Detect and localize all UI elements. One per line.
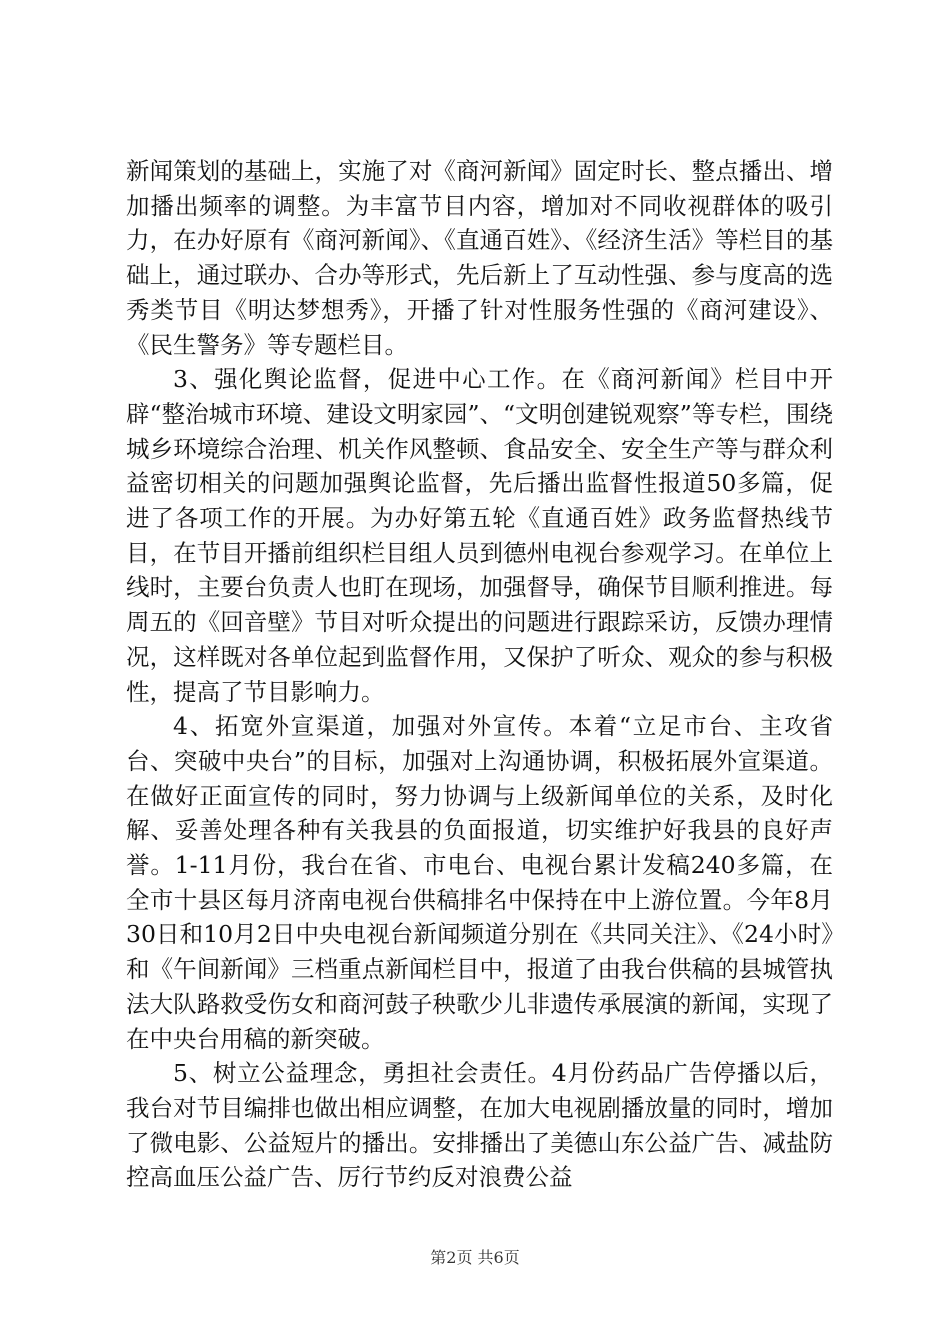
paragraph-2: 3、强化舆论监督，促进中心工作。在《商河新闻》栏目中开辟“整治城市环境、建设文明家园”、“文明创建锐观察”等专栏，围绕城乡环境综合治理、机关作风整顿、食品安全、安全生产等与群众利益密切相关的问题加强舆论监督，先后播出监督性报道50多篇，促进了各项工作的开展。为办好第五轮《直通百姓》政务监督热线节目，在节目开播前组织栏目组人员到德州电视台参观学习。在单位上线时，主要台负责人也盯在现场，加强督导，确保节目顺利推进。每周五的《回音壁》节目对听众提出的问题进行跟踪采访，反馈办理情况，这样既对各单位起到监督作用，又保护了听众、观众的参与积极性，提高了节目影响力。 [126,365,833,706]
paragraph-1: 新闻策划的基础上，实施了对《商河新闻》固定时长、整点播出、增加播出频率的调整。为丰富节目内容，增加对不同收视群体的吸引力，在办好原有《商河新闻》、《直通百姓》、《经济生活》等栏目的基础上，通过联办、合办等形式，先后新上了互动性强、参与度高的选秀类节目《明达梦想秀》，开播了针对性服务性强的《商河建设》、《民生警务》等专题栏目。 [126,157,833,359]
paragraph-4: 5、树立公益理念，勇担社会责任。4月份药品广告停播以后，我台对节目编排也做出相应调整，在加大电视剧播放量的同时，增加了微电影、公益短片的播出。安排播出了美德山东公益广告、减盐防控高血压公益广告、厉行节约反对浪费公益 [126,1059,833,1192]
page-number-footer: 第2页 共6页 [430,1248,520,1267]
document-body [126,154,833,1195]
paragraph-3: 4、拓宽外宣渠道，加强对外宣传。本着“立足市台、主攻省台、突破中央台”的目标，加强对上沟通协调，积极拓展外宣渠道。在做好正面宣传的同时，努力协调与上级新闻单位的关系，及时化解、妥善处理各种有关我县的负面报道，切实维护好我县的良好声誉。1-11月份，我台在省、市电台、电视台累计发稿240多篇，在全市十县区每月济南电视台供稿排名中保持在中上游位置。今年8月30日和10月2日中央电视台新闻频道分别在《共同关注》、《24小时》和《午间新闻》三档重点新闻栏目中，报道了由我台供稿的县城管执法大队路救受伤女和商河鼓子秧歌少儿非遗传承展演的新闻，实现了在中央台用稿的新突破。 [126,712,833,1053]
